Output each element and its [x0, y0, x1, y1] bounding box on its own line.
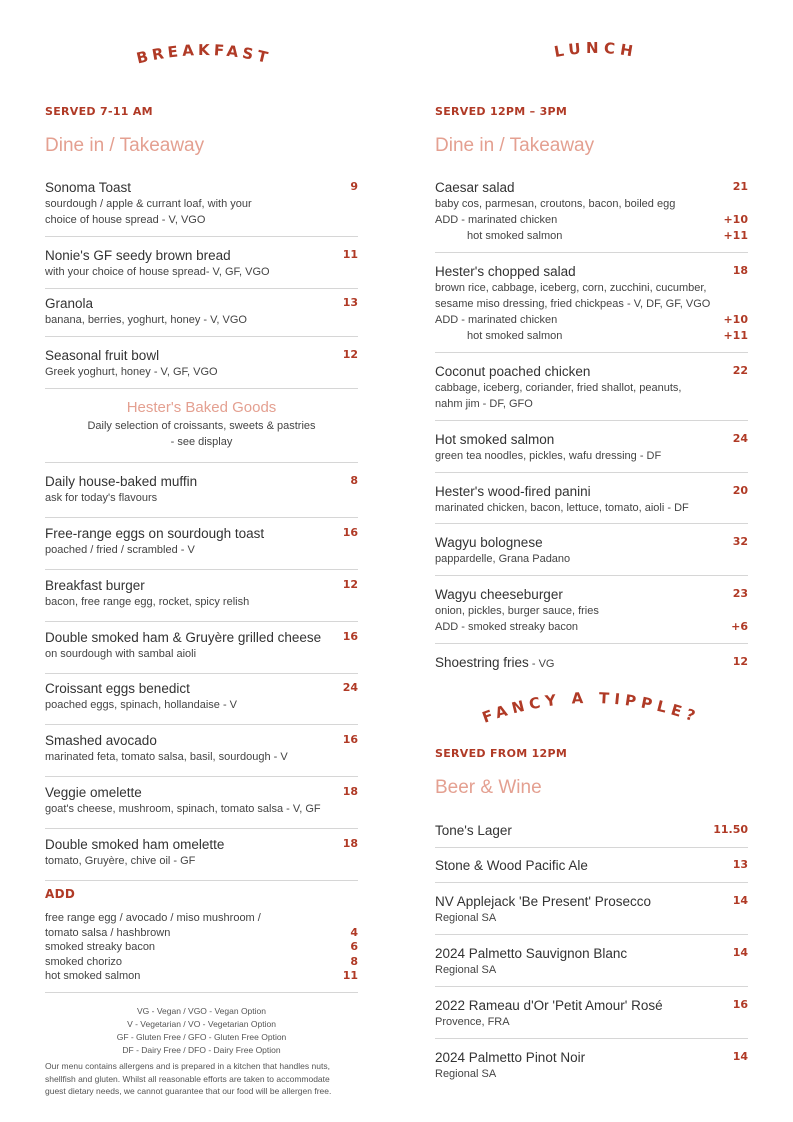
item-name: Breakfast burger: [45, 578, 145, 593]
item-name: [435, 180, 748, 196]
item-add: [435, 212, 748, 228]
item-desc: nahm jim - DF, GFO: [435, 398, 533, 410]
menu-item: [45, 296, 358, 328]
legend-line: DF - Dairy Free / DFO - Dairy Free Option: [122, 1045, 281, 1055]
baked-goods-box: [45, 399, 358, 450]
dietary-legend: [45, 1005, 358, 1057]
item-name: [435, 655, 748, 672]
menu-item: [435, 180, 748, 244]
item-add-text: ADD - smoked streaky bacon: [435, 621, 579, 633]
item-price: 21: [732, 180, 748, 193]
item-desc: sourdough / apple & currant loaf, with your: [45, 198, 252, 210]
item-desc: pappardelle, Grana Padano: [435, 553, 571, 565]
divider: [435, 252, 748, 253]
divider: [45, 517, 358, 518]
item-desc: marinated chicken, bacon, lettuce, tomato, aioli - DF: [435, 502, 689, 514]
breakfast-column: [45, 0, 358, 1122]
item-desc: marinated feta, tomato salsa, basil, sourdough - V: [45, 751, 288, 763]
item-desc: on sourdough with sambal aioli: [45, 648, 197, 660]
item-name: Veggie omelette: [45, 785, 142, 800]
item-name: Sonoma Toast: [45, 180, 132, 195]
item-name-text: Hester's wood-fired panini: [435, 484, 591, 499]
item-suffix: - VG: [528, 658, 555, 670]
menu-item: [45, 681, 358, 713]
item-price: 24: [732, 432, 748, 445]
item-name-text: Wagyu bolognese: [435, 535, 543, 550]
divider: [435, 643, 748, 644]
item-price: 14: [732, 1050, 748, 1063]
item-name: Smashed avocado: [45, 733, 157, 748]
add-price: 6: [350, 940, 358, 953]
divider: [435, 847, 748, 848]
menu-item: [45, 578, 358, 610]
item-desc: Provence, FRA: [435, 1016, 510, 1028]
legend-line: V - Vegetarian / VO - Vegetarian Option: [127, 1019, 276, 1029]
item-add: [435, 619, 748, 635]
item-add-price: +11: [723, 229, 748, 242]
item-add-price: +11: [723, 329, 748, 342]
item-add: [435, 228, 748, 244]
item-price: 16: [342, 526, 358, 539]
divider: [435, 352, 748, 353]
divider: [45, 776, 358, 777]
menu-item: [435, 858, 748, 874]
add-text: hot smoked salmon: [45, 970, 141, 982]
item-desc: banana, berries, yoghurt, honey - V, VGO: [45, 314, 247, 326]
item-name: Tone's Lager: [435, 823, 512, 838]
divider: [45, 569, 358, 570]
allergen-note: [45, 1060, 362, 1098]
menu-item: [435, 587, 748, 635]
add-line: [45, 969, 358, 983]
item-desc: goat's cheese, mushroom, spinach, tomato salsa - V, GF: [45, 803, 321, 815]
legend-line: GF - Gluten Free / GFO - Gluten Free Option: [116, 1032, 287, 1042]
item-desc: brown rice, cabbage, iceberg, corn, zucchini, cucumber,: [435, 282, 707, 294]
add-price: 11: [342, 969, 358, 982]
item-price: 18: [342, 837, 358, 850]
divider: [435, 523, 748, 524]
item-name: 2024 Palmetto Sauvignon Blanc: [435, 946, 628, 961]
divider: [45, 673, 358, 674]
item-name: Stone & Wood Pacific Ale: [435, 858, 588, 873]
menu-item: [435, 1050, 748, 1082]
breakfast-subtitle: Dine in / Takeaway: [45, 135, 205, 156]
divider: [45, 724, 358, 725]
add-text: smoked chorizo: [45, 955, 123, 968]
item-add-price: +10: [723, 213, 748, 226]
baked-goods-title: Hester's Baked Goods: [126, 399, 277, 416]
item-desc: with your choice of house spread- V, GF, VGO: [45, 266, 270, 278]
item-name: Daily house-baked muffin: [45, 474, 198, 489]
menu-item: [45, 630, 358, 662]
menu-item: [435, 264, 748, 344]
item-price: 11.50: [713, 823, 748, 836]
baked-goods-line: Daily selection of croissants, sweets & pastries: [87, 420, 316, 432]
add-text: free range egg / avocado / miso mushroom /: [45, 912, 261, 924]
item-price: 18: [732, 264, 748, 277]
add-line: [45, 911, 358, 925]
legend-line: VG - Vegan / VGO - Vegan Option: [137, 1006, 266, 1016]
item-price: 12: [342, 578, 358, 591]
menu-item: [435, 655, 748, 672]
item-add-text: hot smoked salmon: [467, 230, 563, 242]
item-add: [435, 328, 748, 344]
menu-item: [435, 364, 748, 412]
item-desc: ask for today's flavours: [45, 492, 158, 504]
item-price: 9: [350, 180, 358, 193]
add-line: [45, 940, 358, 954]
add-text: tomato salsa / hashbrown: [45, 926, 171, 939]
item-name: NV Applejack 'Be Present' Prosecco: [435, 894, 652, 909]
divider: [45, 336, 358, 337]
item-price: 23: [732, 587, 748, 600]
lunch-column: [435, 0, 748, 1122]
item-price: 20: [732, 484, 748, 497]
divider: [45, 828, 358, 829]
item-name: Croissant eggs benedict: [45, 681, 190, 696]
item-name: 2024 Palmetto Pinot Noir: [435, 1050, 586, 1065]
item-desc: Regional SA: [435, 1068, 497, 1080]
add-line: [45, 926, 358, 940]
item-desc: Regional SA: [435, 912, 497, 924]
item-price: 22: [732, 364, 748, 377]
item-name: [435, 264, 748, 280]
divider: [45, 880, 358, 881]
divider: [435, 986, 748, 987]
item-name: Seasonal fruit bowl: [45, 348, 160, 363]
tipple-title: FANCY A TIPPLE?: [479, 688, 703, 727]
divider: [45, 236, 358, 237]
item-name-text: Shoestring fries: [435, 655, 529, 670]
item-desc: cabbage, iceberg, coriander, fried shallot, peanuts,: [435, 382, 682, 394]
menu-item: [435, 535, 748, 567]
item-name: [435, 364, 748, 380]
item-name: Free-range eggs on sourdough toast: [45, 526, 265, 541]
baked-goods-line: - see display: [170, 436, 233, 448]
item-name-text: Coconut poached chicken: [435, 364, 591, 379]
item-add-text: ADD - marinated chicken: [435, 214, 558, 226]
add-price: 8: [350, 954, 358, 968]
item-name: Nonie's GF seedy brown bread: [45, 248, 231, 263]
menu-item: [435, 484, 748, 516]
item-add-price: +6: [731, 620, 748, 633]
item-price: 12: [732, 655, 748, 668]
divider: [45, 388, 358, 389]
menu-item: [45, 785, 358, 817]
item-price: 14: [732, 946, 748, 959]
item-name: Double smoked ham & Gruyère grilled cheese: [45, 630, 322, 645]
menu-item: [45, 526, 358, 558]
tipple-served: SERVED FROM 12PM: [435, 747, 568, 760]
item-name: [435, 432, 748, 448]
item-name: 2022 Rameau d'Or 'Petit Amour' Rosé: [435, 998, 663, 1013]
menu-item: [435, 823, 748, 839]
item-name-text: Hot smoked salmon: [435, 432, 555, 447]
item-name-text: Hester's chopped salad: [435, 264, 576, 279]
item-desc: choice of house spread - V, VGO: [45, 214, 206, 226]
item-desc: baby cos, parmesan, croutons, bacon, boiled egg: [435, 198, 676, 210]
item-name: [435, 587, 748, 603]
item-desc: Greek yoghurt, honey - V, GF, VGO: [45, 366, 218, 378]
item-price: 24: [342, 681, 358, 694]
item-add: [435, 312, 748, 328]
divider: [45, 288, 358, 289]
note-line: Our menu contains allergens and is prepared in a kitchen that handles nuts,: [45, 1061, 330, 1071]
menu-item: [45, 474, 358, 506]
divider: [435, 472, 748, 473]
item-name: [435, 484, 748, 500]
divider: [435, 575, 748, 576]
item-price: 16: [342, 733, 358, 746]
note-line: guest dietary needs, we cannot guarantee that our food will be allergen free.: [45, 1086, 332, 1096]
item-desc: green tea noodles, pickles, wafu dressing - DF: [435, 450, 662, 462]
add-title: ADD: [45, 887, 76, 901]
item-name-text: Caesar salad: [435, 180, 515, 195]
item-price: 8: [350, 474, 358, 487]
menu-item: [435, 946, 748, 978]
add-text: smoked streaky bacon: [45, 941, 156, 953]
divider: [435, 420, 748, 421]
divider: [45, 621, 358, 622]
item-desc: sesame miso dressing, fried chickpeas - V, DF, GF, VGO: [435, 298, 711, 310]
item-price: 16: [342, 630, 358, 643]
divider: [45, 992, 358, 993]
divider: [435, 934, 748, 935]
breakfast-served: SERVED 7-11 AM: [45, 105, 153, 118]
item-name: [435, 535, 748, 551]
item-add-text: hot smoked salmon: [467, 330, 563, 342]
item-desc: tomato, Gruyère, chive oil - GF: [45, 855, 196, 867]
item-price: 16: [732, 998, 748, 1011]
item-price: 18: [342, 785, 358, 798]
add-line: [45, 955, 358, 969]
item-desc: Regional SA: [435, 964, 497, 976]
lunch-subtitle: Dine in / Takeaway: [435, 135, 595, 156]
breakfast-title: BREAKFAST: [134, 40, 274, 68]
divider: [435, 882, 748, 883]
item-desc: onion, pickles, burger sauce, fries: [435, 605, 599, 617]
item-price: 12: [342, 348, 358, 361]
divider: [435, 1038, 748, 1039]
item-desc: poached / fried / scrambled - V: [45, 544, 195, 556]
item-add-price: +10: [723, 313, 748, 326]
divider: [45, 462, 358, 463]
item-desc: poached eggs, spinach, hollandaise - V: [45, 699, 238, 711]
item-add-text: ADD - marinated chicken: [435, 314, 558, 326]
item-price: 14: [732, 894, 748, 907]
item-desc: bacon, free range egg, rocket, spicy relish: [45, 596, 250, 608]
menu-item: [45, 248, 358, 280]
item-name-text: Wagyu cheeseburger: [435, 587, 563, 602]
menu-item: [45, 837, 358, 869]
menu-item: [435, 894, 748, 926]
menu-item: [45, 348, 358, 380]
lunch-served: SERVED 12PM – 3PM: [435, 105, 568, 118]
menu-item: [435, 432, 748, 464]
menu-item: [45, 180, 358, 228]
item-name: Granola: [45, 296, 94, 311]
note-line: shellfish and gluten. Whilst all reasonable efforts are taken to accommodate: [45, 1073, 330, 1084]
add-price: 4: [350, 925, 358, 939]
item-price: 13: [342, 296, 358, 309]
item-price: 13: [732, 858, 748, 871]
item-price: 11: [342, 248, 358, 261]
menu-item: [435, 998, 748, 1030]
menu-item: [45, 733, 358, 765]
item-price: 32: [732, 535, 748, 548]
item-name: Double smoked ham omelette: [45, 837, 225, 852]
tipple-subtitle: Beer & Wine: [435, 777, 542, 798]
lunch-title: LUNCH: [552, 38, 640, 62]
